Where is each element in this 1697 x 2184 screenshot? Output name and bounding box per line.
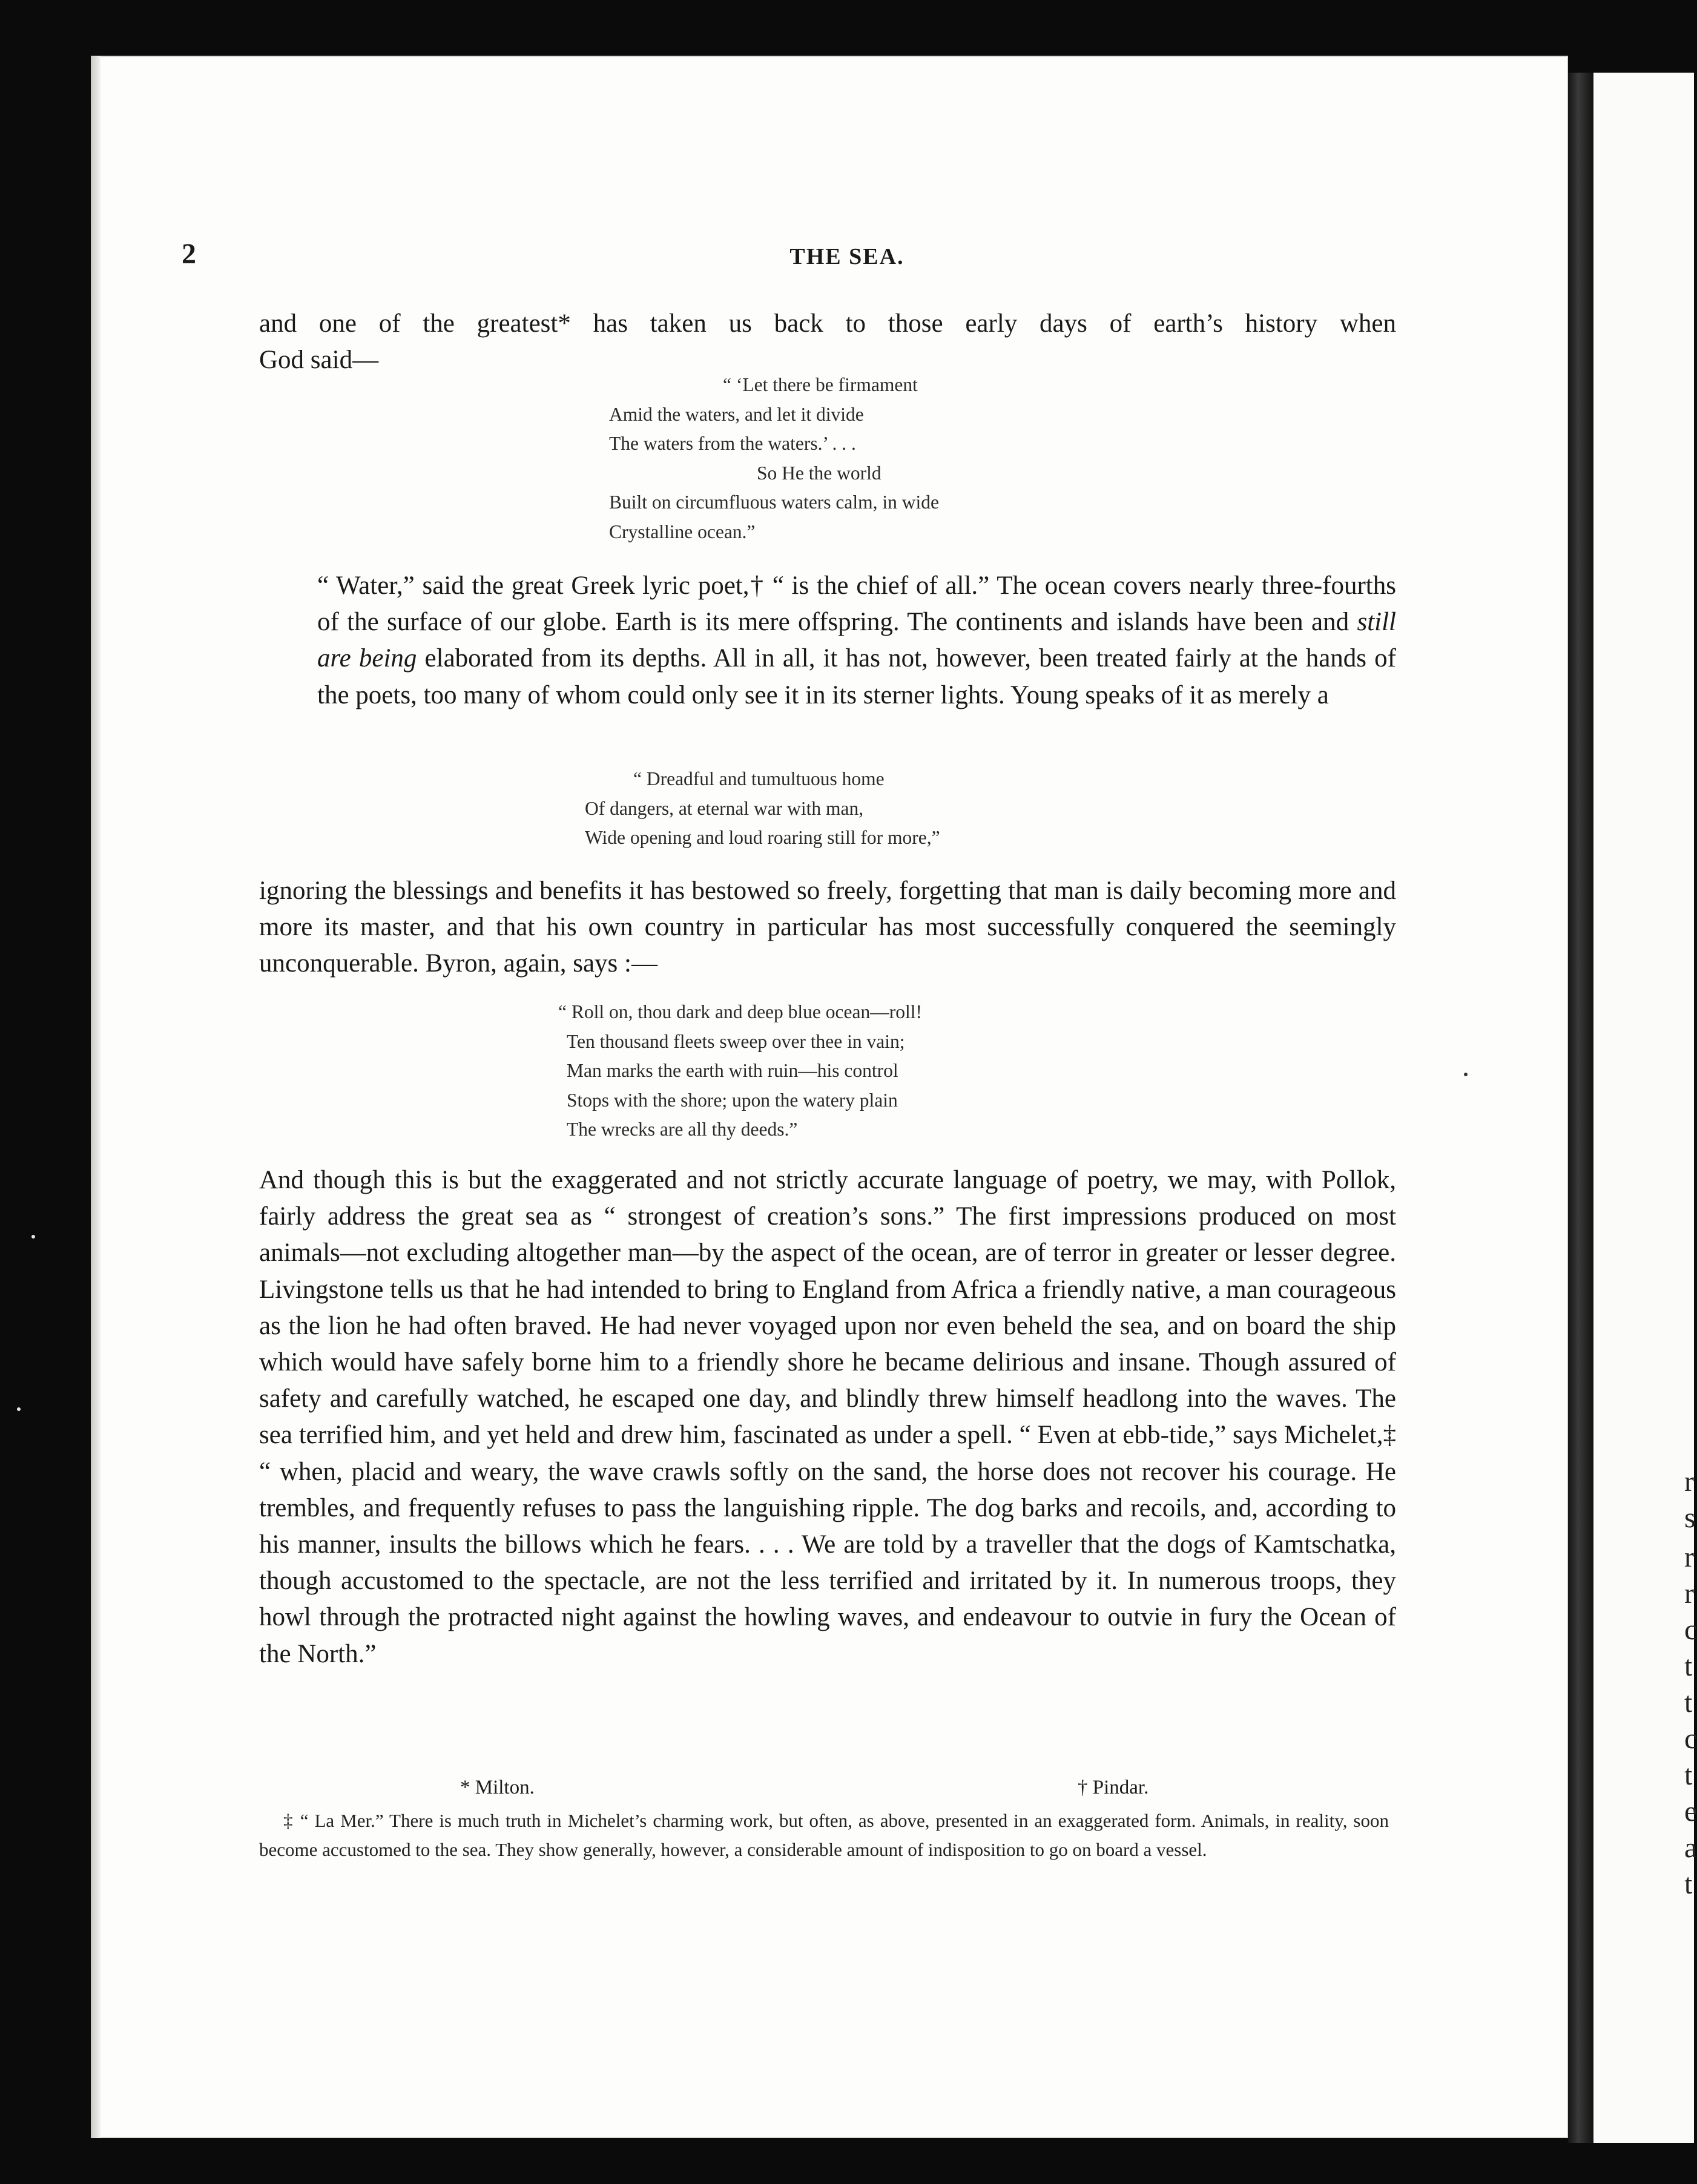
- page-shadow: [91, 56, 101, 2138]
- verse-line: “ Dreadful and tumultuous home: [633, 768, 885, 789]
- paragraph-2-text: elaborated from its depths. All in all, it has not, however, been treated fairly at the hands of the poets, too many of whom could only see it in its sterner lights. Young speaks of it as merely a: [317, 644, 1396, 709]
- verse-line: Crystalline ocean.”: [609, 521, 756, 542]
- paragraph-2: [259, 568, 1396, 714]
- page-number: 2: [182, 238, 196, 270]
- verse-line: The wrecks are all thy deeds.”: [567, 1119, 798, 1140]
- adjacent-page-letter: r: [1684, 1541, 1694, 1573]
- footnote-dagger: † Pindar.: [1078, 1777, 1149, 1798]
- paragraph-2-body: [259, 568, 1396, 714]
- verse-line: Built on circumfluous waters calm, in wide: [609, 492, 940, 513]
- verse-line: Of dangers, at eternal war with man,: [585, 797, 864, 819]
- adjacent-page-letter: a: [1684, 1832, 1697, 1864]
- verse-line: Man marks the earth with ruin—his control: [567, 1060, 898, 1081]
- adjacent-page-letter: t: [1684, 1650, 1693, 1682]
- adjacent-page-letter: e: [1684, 1795, 1697, 1827]
- verse-line: Amid the waters, and let it divide: [609, 403, 864, 425]
- scan-speck: [17, 1407, 21, 1411]
- adjacent-page-letter: t: [1684, 1686, 1693, 1719]
- verse-milton: [609, 370, 939, 547]
- footnote-star: * Milton.: [460, 1777, 535, 1798]
- adjacent-page-letter: r: [1684, 1577, 1694, 1610]
- verse-byron: [558, 998, 922, 1145]
- verse-line: The waters from the waters.’ . . .: [609, 433, 856, 454]
- binding-gutter: [1568, 73, 1593, 2143]
- paragraph-2-italic: still are being: [317, 608, 1396, 673]
- paragraph-1: [259, 306, 1396, 378]
- adjacent-page: [1593, 73, 1697, 2143]
- adjacent-page-letter: c: [1684, 1723, 1697, 1755]
- paragraph-3: ignoring the blessings and benefits it has bestowed so freely, forgetting that man is daily becoming more and more its master, and that his own country in particular has most successfully conquered the seemingly unconquerable. Byron, again, says :—: [259, 877, 1396, 978]
- verse-young: [585, 765, 940, 853]
- verse-line: “ Roll on, thou dark and deep blue ocean—roll!: [558, 1001, 922, 1022]
- verse-line: Stops with the shore; upon the watery plain: [567, 1089, 898, 1111]
- adjacent-page-letter: t: [1684, 1759, 1693, 1791]
- paragraph-2-text: “ Water,” said the great Greek lyric poet,† “ is the chief of all.” The ocean covers nearly three-fourths of the surface of our globe. Earth is its mere offspring. The continents and islands have been and: [317, 571, 1396, 637]
- adjacent-page-letter: c: [1684, 1614, 1697, 1646]
- verse-line: “ ‘Let there be firmament: [723, 374, 918, 395]
- verse-line: Ten thousand fleets sweep over thee in vain;: [567, 1030, 905, 1052]
- footnote-double-dagger: ‡ “ La Mer.” There is much truth in Michelet’s charming work, but often, as above, presented in an exaggerated form. Animals, in reality, soon become accustomed to the sea. They show generally, however, a considerable amount of indisposition to go on board a vessel.: [259, 1810, 1389, 1860]
- paragraph-4: And though this is but the exaggerated and not strictly accurate language of poetry, we may, with Pollok, fairly address the great sea as “ strongest of creation’s sons.” The first impressions produced on most animals—not excluding altogether man—by the aspect of the ocean, are of terror in greater or lesser degree. Livingstone tells us that he had intended to bring to England from Africa a friendly native, a man courageous as the lion he had often braved. He had never voyaged upon nor even beheld the sea, and on board the ship which would have safely borne him to a friendly shore he became delirious and insane. Though assured of safety and carefully watched, he escaped one day, and blindly threw himself headlong into the waves. The sea terrified him, and yet held and drew him, fascinated as under a spell. “ Even at ebb-tide,” says Michelet,‡ “ when, placid and weary, the wave crawls softly on the sand, the horse does not recover his courage. He trembles, and frequently refuses to pass the languishing ripple. The dog barks and recoils, and, according to his manner, insults the billows which he fears. . . . We are told by a traveller that the dogs of Kamtschatka, though accustomed to the spectacle, are not the less terrified and irritated by it. In numerous troops, they howl through the protracted night against the howling waves, and endeavour to outvie in fury the Ocean of the North.”: [259, 1166, 1396, 1668]
- verse-line: So He the world: [757, 462, 881, 484]
- paragraph-1-line-2: God said—: [259, 346, 379, 375]
- adjacent-page-letter: r: [1684, 1465, 1694, 1498]
- verse-line: Wide opening and loud roaring still for more,”: [585, 827, 940, 848]
- paragraph-1-line-1: and one of the greatest* has taken us back to those early days of earth’s history when: [259, 309, 1396, 338]
- scan-speck: [31, 1235, 35, 1238]
- adjacent-page-letter: s: [1684, 1502, 1696, 1534]
- scan-speck: [1464, 1073, 1468, 1076]
- running-title: THE SEA.: [789, 244, 905, 269]
- adjacent-page-letter: t: [1684, 1868, 1693, 1900]
